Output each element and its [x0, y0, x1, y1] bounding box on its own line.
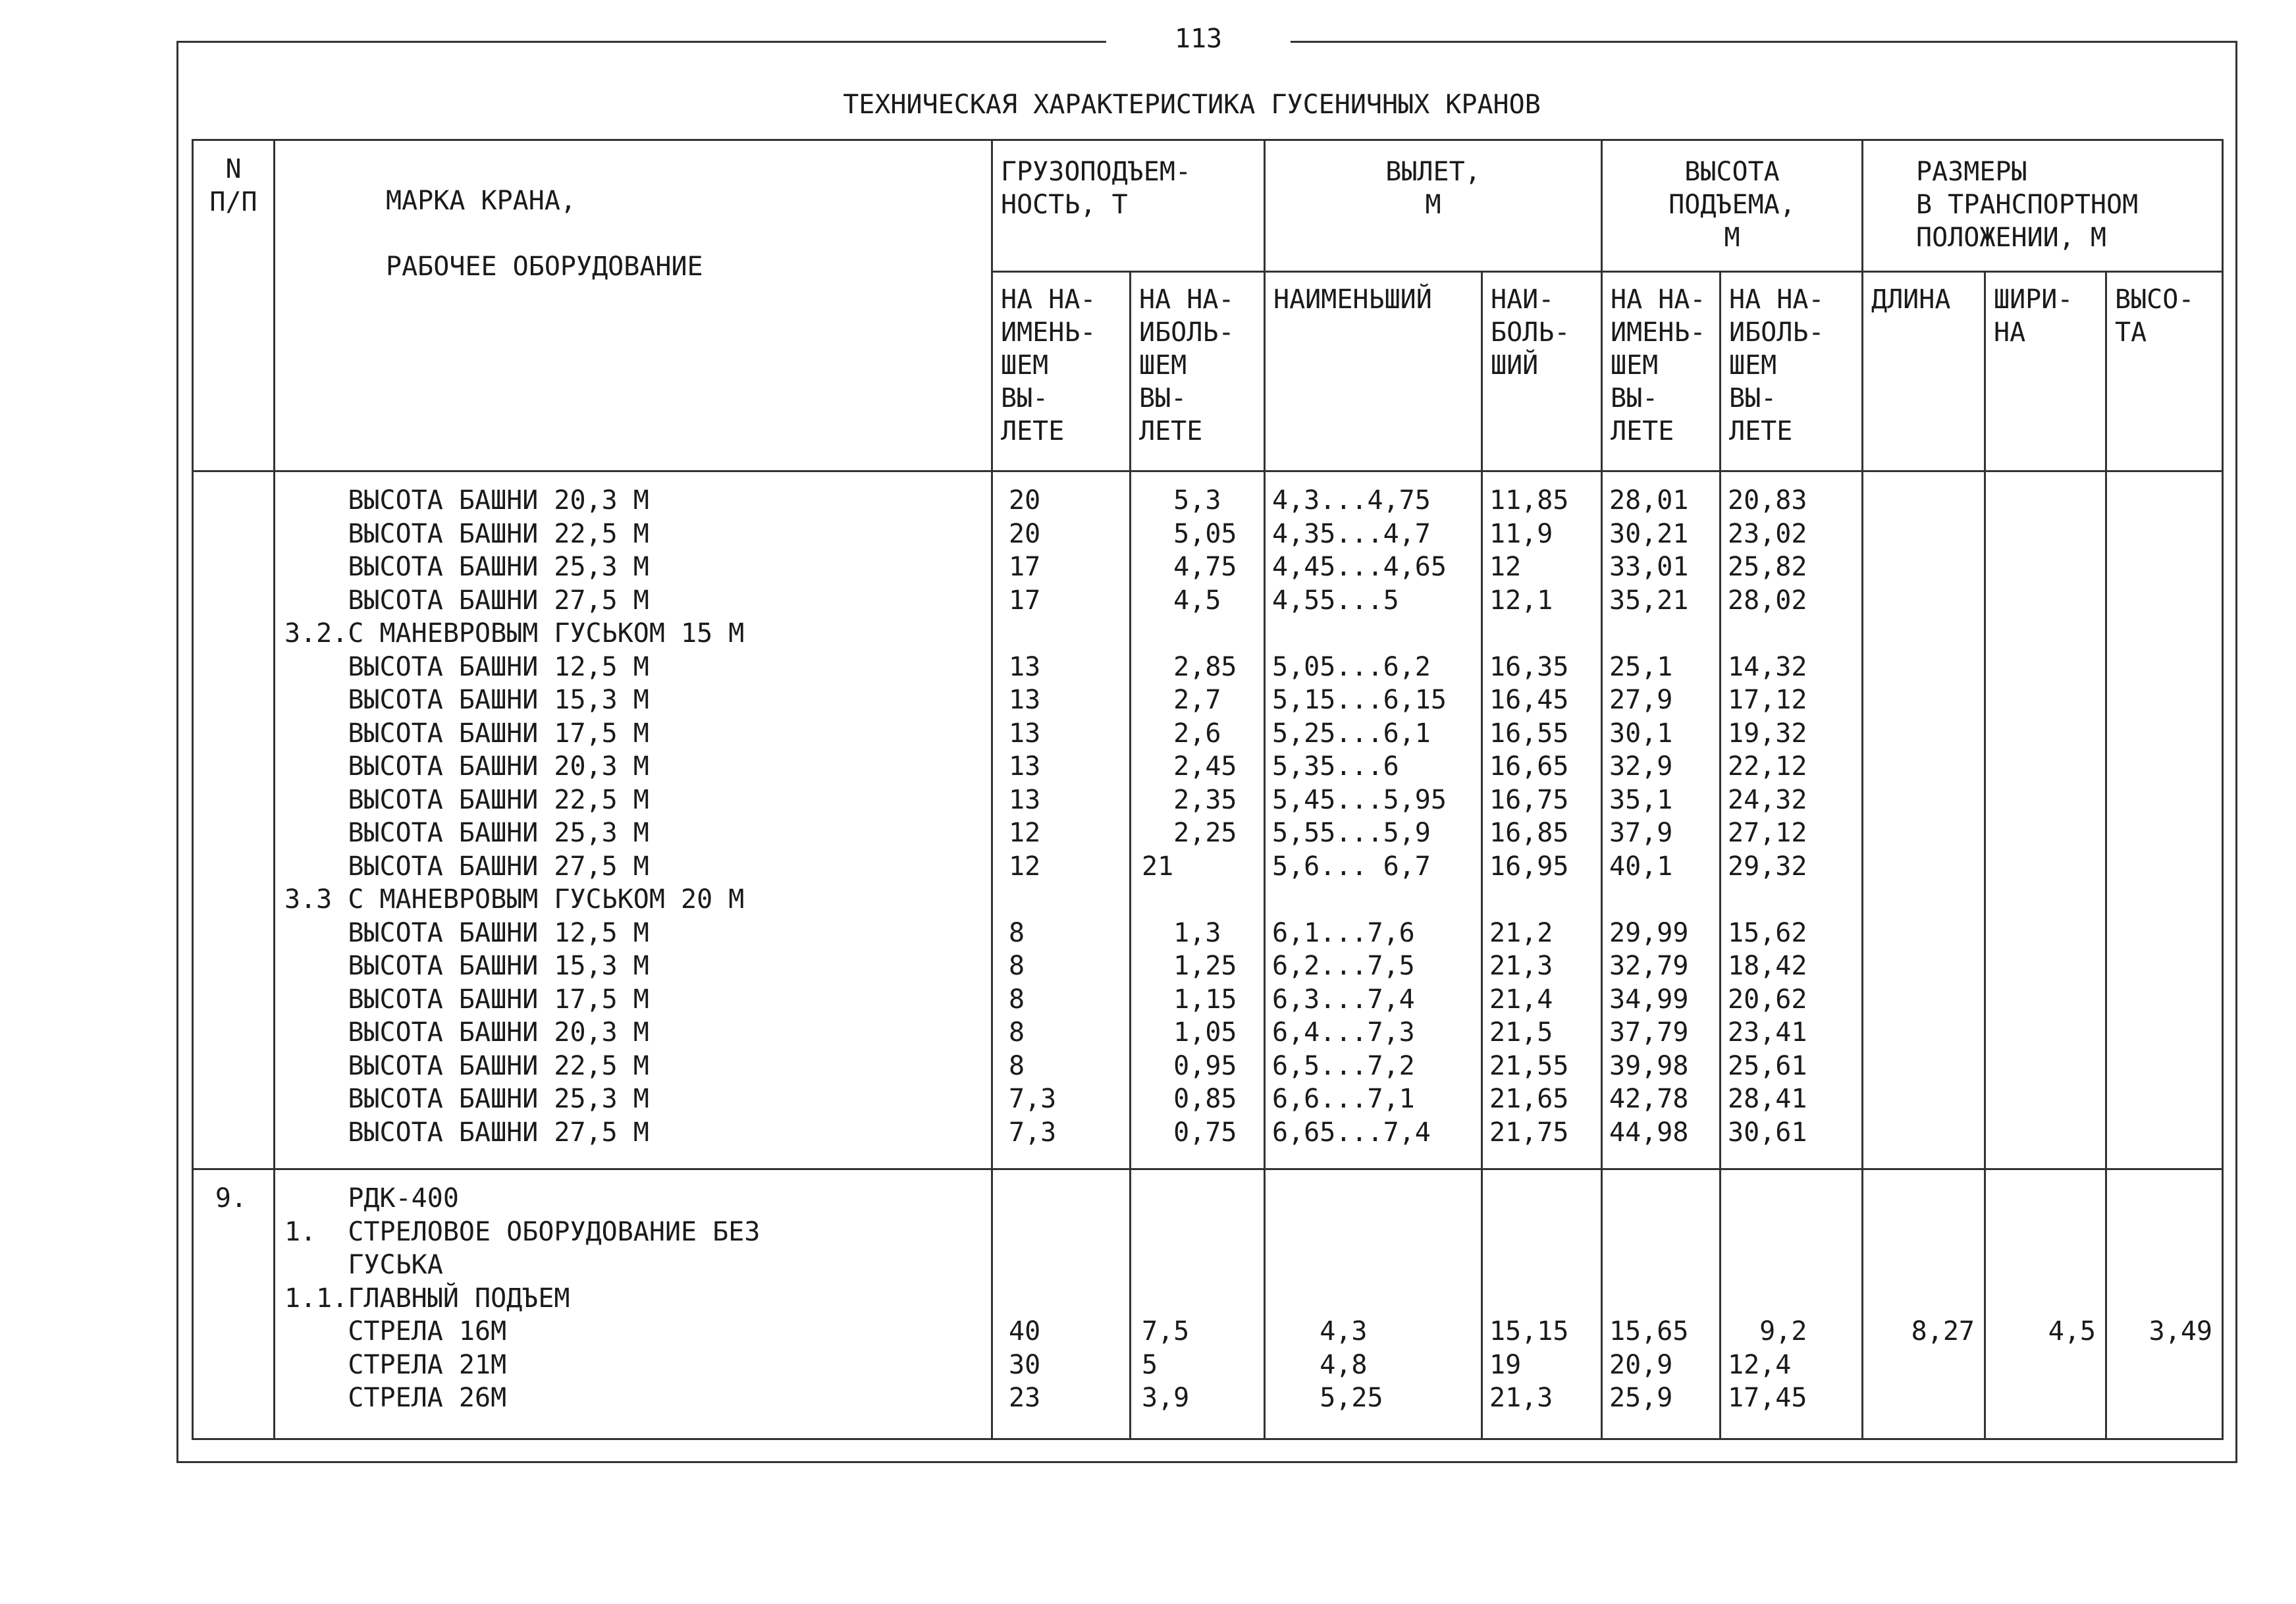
header-width: ШИРИ- НА: [1985, 272, 2106, 471]
s2-height-t: 3,49: [2106, 1169, 2223, 1439]
s1-cap-min: 20 20 17 17 13 13 13 13 13 12 12 8 8 8 8 8 7,3 7,3: [992, 471, 1131, 1169]
s1-names: ВЫСОТА БАШНИ 20,3 М ВЫСОТА БАШНИ 22,5 М ВЫСОТА БАШНИ 25,3 М ВЫСОТА БАШНИ 27,5 М 3.2.С МАНЕВРОВЫМ ГУСЬКОМ 15 М ВЫСОТА БАШНИ 12,5 М ВЫСОТА БАШНИ 15,3 М ВЫСОТА БАШНИ 17,5 М ВЫСОТА БАШНИ 20,3 М ВЫСОТА БАШНИ 22,5 М ВЫСОТА БАШНИ 25,3 М ВЫСОТА БАШНИ 27,5 М 3.3 С МАНЕВРОВЫМ ГУСЬКОМ 20 М ВЫСОТА БАШНИ 12,5 М ВЫСОТА БАШНИ 15,3 М ВЫСОТА БАШНИ 17,5 М ВЫСОТА БАШНИ 20,3 М ВЫСОТА БАШНИ 22,5 М ВЫСОТА БАШНИ 25,3 М ВЫСОТА БАШНИ 27,5 М: [275, 471, 992, 1169]
header-brand: МАРКА КРАНА, РАБОЧЕЕ ОБОРУДОВАНИЕ: [275, 140, 992, 471]
header-reach-max: НАИ- БОЛЬ- ШИЙ: [1482, 272, 1602, 471]
s1-num: [193, 471, 275, 1169]
header-row-1: [193, 140, 2223, 272]
header-capacity: ГРУЗОПОДЪЕМ- НОСТЬ, Т: [992, 140, 1265, 272]
s2-num: 9.: [193, 1169, 275, 1439]
header-reach-min: НАИМЕНЬШИЙ: [1265, 272, 1482, 471]
header-num: N П/П: [193, 140, 275, 471]
s1-h-min: 28,01 30,21 33,01 35,21 25,1 27,9 30,1 32,9 35,1 37,9 40,1 29,99 32,79 34,99 37,79 39,98 42,78 44,98: [1602, 471, 1721, 1169]
s1-width: [1985, 471, 2106, 1169]
section-1-row: [193, 471, 2223, 1169]
header-cap-max: НА НА- ИБОЛЬ- ШЕМ ВЫ- ЛЕТЕ: [1131, 272, 1265, 471]
crane-specs-table: [192, 139, 2224, 1440]
header-h-min: НА НА- ИМЕНЬ- ШЕМ ВЫ- ЛЕТЕ: [1602, 272, 1721, 471]
s1-height-t: [2106, 471, 2223, 1169]
s2-h-min: 15,65 20,9 25,9: [1602, 1169, 1721, 1439]
s2-cap-max: 7,5 5 3,9: [1131, 1169, 1265, 1439]
header-cap-min: НА НА- ИМЕНЬ- ШЕМ ВЫ- ЛЕТЕ: [992, 272, 1131, 471]
s2-reach-max: 15,15 19 21,3: [1482, 1169, 1602, 1439]
s2-h-max: 9,2 12,4 17,45: [1721, 1169, 1863, 1439]
header-height-t: ВЫСО- ТА: [2106, 272, 2223, 471]
s2-length: 8,27: [1863, 1169, 1985, 1439]
s2-names: РДК-400 1. СТРЕЛОВОЕ ОБОРУДОВАНИЕ БЕЗ ГУСЬКА 1.1.ГЛАВНЫЙ ПОДЪЕМ СТРЕЛА 16М СТРЕЛА 21М СТРЕЛА 26М: [275, 1169, 992, 1439]
s1-h-max: 20,83 23,02 25,82 28,02 14,32 17,12 19,32 22,12 24,32 27,12 29,32 15,62 18,42 20,62 23,41 25,61 28,41 30,61: [1721, 471, 1863, 1169]
section-2-row: [193, 1169, 2223, 1439]
s2-cap-min: 40 30 23: [992, 1169, 1131, 1439]
header-h-max: НА НА- ИБОЛЬ- ШЕМ ВЫ- ЛЕТЕ: [1721, 272, 1863, 471]
header-dimensions: РАЗМЕРЫ В ТРАНСПОРТНОМ ПОЛОЖЕНИИ, М: [1863, 140, 2223, 272]
s2-width: 4,5: [1985, 1169, 2106, 1439]
s1-length: [1863, 471, 1985, 1169]
page-number: 113: [1106, 22, 1291, 55]
header-length: ДЛИНА: [1863, 272, 1985, 471]
header-height: ВЫСОТА ПОДЪЕМА, М: [1602, 140, 1863, 272]
header-reach: ВЫЛЕТ, М: [1265, 140, 1602, 272]
s2-reach-min: 4,3 4,8 5,25: [1265, 1169, 1482, 1439]
s1-reach-max: 11,85 11,9 12 12,1 16,35 16,45 16,55 16,65 16,75 16,85 16,95 21,2 21,3 21,4 21,5 21,55 21,65 21,75: [1482, 471, 1602, 1169]
s1-cap-max: 5,3 5,05 4,75 4,5 2,85 2,7 2,6 2,45 2,35 2,25 21 1,3 1,25 1,15 1,05 0,95 0,85 0,75: [1131, 471, 1265, 1169]
s1-reach-min: 4,3...4,75 4,35...4,7 4,45...4,65 4,55...5 5,05...6,2 5,15...6,15 5,25...6,1 5,35...6 5,45...5,95 5,55...5,9 5,6... 6,7 6,1...7,6 6,2...7,5 6,3...7,4 6,4...7,3 6,5...7,2 6,6...7,1 6,65...7,4: [1265, 471, 1482, 1169]
page-title: ТЕХНИЧЕСКАЯ ХАРАКТЕРИСТИКА ГУСЕНИЧНЫХ КРАНОВ: [843, 90, 1541, 120]
